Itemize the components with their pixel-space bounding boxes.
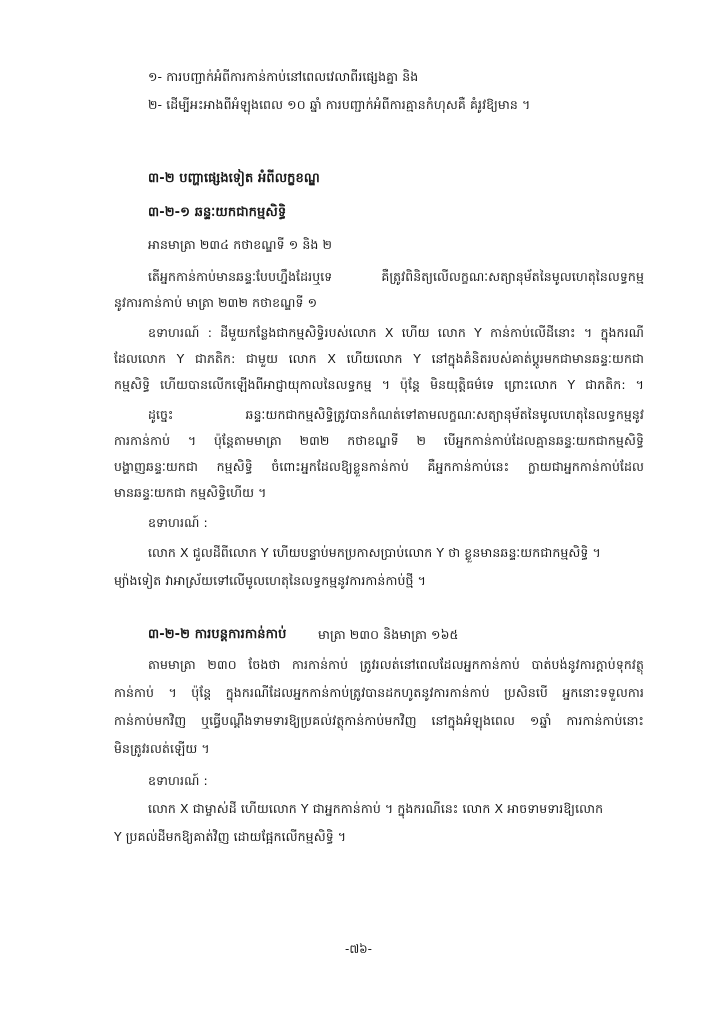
example-line: កម្មសិទ្ធិ ហើយបានលើកឡើងពីអាជ្ញាយុកាលនៃលទ្ធកម្ម ។ ប៉ុន្ដែ មិនយុត្តិធម៌ទេ ព្រោះលោក Y ជាភតិក: ។ <box>114 377 644 392</box>
paragraph-line: មានឆន្ទៈយកជា កម្មសិទ្ធិហើយ ។ <box>114 485 267 500</box>
paragraph-line: មិនត្រូវរលត់ឡើយ ។ <box>114 741 210 756</box>
page-number: -៧៦- <box>345 942 372 956</box>
list-item-1: ១- ការបញ្ជាក់អំពីការកាន់កាប់នៅពេលវេលាពីរផ្សេងគ្នា និង <box>148 69 419 84</box>
example-line: ឧទាហរណ៍ : ដីមួយកន្លែងជាកម្មសិទ្ធិរបស់លោក X ហើយ លោក Y កាន់កាប់លើដីនោះ ។ ក្នុងករណី <box>148 325 644 340</box>
example-line: ម្យ៉ាងទៀត វាអាស្រ័យទៅលើមូលហេតុនៃលទ្ធកម្មនូវការកាន់កាប់ថ្មី ។ <box>114 573 426 588</box>
paragraph-line: នូវការកាន់កាប់ មាត្រា ២៣២ កថាខណ្ឌទី ១ <box>114 295 318 310</box>
subsection-heading-2: ៣-២-២ ការបន្តការកាន់កាប់ <box>148 627 287 642</box>
list-item-2: ២- ដើម្បីអះអាងពីអំឡុងពេល ១០ ឆ្នាំ ការបញ្ជាក់អំពីការគ្មានកំហុសគឺ គំរូវឱ្យមាន ។ <box>148 97 531 112</box>
example-line: លោក X ជាម្ចាស់ដី ហើយលោក Y ជាអ្នកកាន់កាប់ ។ ក្នុងករណីនេះ លោក X អាចទាមទារឱ្យលោក <box>148 801 604 816</box>
paragraph-line: តាមមាត្រា ២៣០ ចែងថា ការកាន់កាប់ ត្រូវរលត់នៅពេលដែលអ្នកកាន់កាប់ បាត់បង់នូវការក្ដាប់ទុកវត្ថុ <box>148 657 644 672</box>
article-reference-1: អានមាត្រា ២៣៤ កថាខណ្ឌទី ១ និង ២ <box>148 237 333 252</box>
example-line: លោក X ជួលដីពីលោក Y ហើយបន្ទាប់មកប្រកាសប្រាប់លោក Y ថា ខ្លួនមានឆន្ទៈយកជាកម្មសិទ្ធិ ។ <box>148 545 601 560</box>
paragraph-line: ការកាន់កាប់ ។ ប៉ុន្តែតាមមាត្រា ២៣២ កថាខណ្ឌទី ២ បើអ្នកកាន់កាប់ដែលគ្មានឆន្ទៈយកជាកម្មសិទ្ធិ <box>114 433 644 448</box>
example-line: ដែលលោក Y ជាភតិក: ជាមួយ លោក X ហើយលោក Y នៅក្នុងគំនិតរបស់គាត់ប្ដូរមកជាមានឆន្ទៈយកជា <box>114 351 644 366</box>
paragraph-line: តើអ្នកកាន់កាប់មានឆន្ទៈបែបហ្នឹងដែរឬទេ គឺត្រូវពិនិត្យលើលក្ខណៈសត្យានុម័តនៃមូលហេតុនៃលទ្ធកម្ម <box>148 269 644 284</box>
paragraph-line: ដូច្នេះ ឆន្ទៈយកជាកម្មសិទ្ធិត្រូវបានកំណត់ទៅតាមលក្ខណៈសត្យានុម័តនៃមូលហេតុនៃលទ្ធកម្មនូវ <box>148 407 644 422</box>
paragraph-line: កាន់កាប់មកវិញ ឬធ្វើបណ្ដឹងទាមទារឱ្យប្រគល់វត្ថុកាន់កាប់មកវិញ នៅក្នុងអំឡុងពេល ១ឆ្នាំ ការកាន់កាប់នោះ <box>114 713 644 728</box>
article-reference-2: មាត្រា ២៣០ និងមាត្រា ១៦៥ <box>318 627 459 642</box>
example-label-1: ឧទាហរណ៍ : <box>148 515 208 530</box>
section-heading: ៣-២ បញ្ហាផ្សេងទៀត អំពីលក្ខខណ្ឌ <box>148 171 320 186</box>
paragraph-line: កាន់កាប់ ។ ប៉ុន្តែ ក្នុងករណីដែលអ្នកកាន់កាប់ត្រូវបានដកហូតនូវការកាន់កាប់ ប្រសិនបើ អ្នកនោះទទួលការ <box>114 685 644 700</box>
paragraph-line: បង្ហាញឆន្ទៈយកជា កម្មសិទ្ធិ ចំពោះអ្នកដែលឱ្យខ្លួនកាន់កាប់ គឺអ្នកកាន់កាប់នេះ ក្លាយជាអ្នកកាន់កាប់ដែល <box>114 459 644 474</box>
example-label-2: ឧទាហរណ៍ : <box>148 773 208 788</box>
subsection-heading-1: ៣-២-១ ឆន្ទៈយកជាកម្មសិទ្ធិ <box>148 205 287 220</box>
example-line: Y ប្រគល់ដីមកឱ្យគាត់វិញ ដោយផ្អែកលើកម្មសិទ្ធិ ។ <box>114 829 347 844</box>
